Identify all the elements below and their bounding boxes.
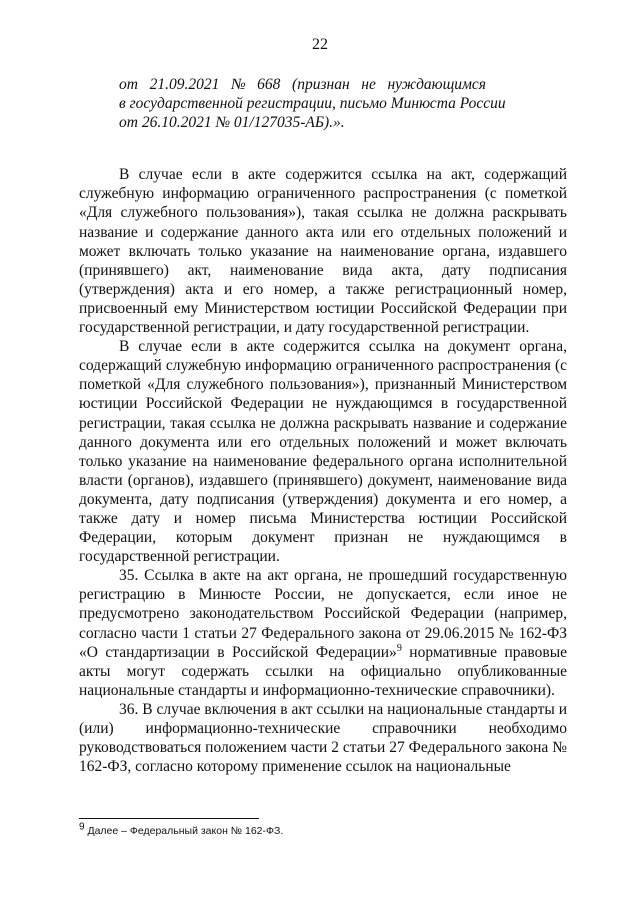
paragraph-35-text: 35. Ссылка в акте на акт органа, не прошедший государственную регистрацию в Минюсте России, не допускается, если иное не предусмотрено законодательством Российской Федерации (например, согласно части 1 статьи 27 Федерального закона от 29.06.2015 № 162-ФЗ «О стандартизации в Российской Федерации» (79, 567, 567, 661)
document-body (79, 75, 567, 776)
paragraph-dsp-act-reference: В случае если в акте содержится ссылка на акт, содержащий служебную информацию ограниченного распространения (с пометкой «Для служебного пользования»), такая ссылка не должна раскрывать название и содержание данного акта или его отдельных положений и может включать только указание на наименование органа, издавшего (принявшего) акт, наименование вида акта, дату подписания (утверждения) акта и его номер, а также регистрационный номер, присвоенный ему Министерством юстиции Российской Федерации при государственной регистрации, и дату государственной регистрации. (79, 166, 567, 337)
footnote-reference[interactable]: 9 (396, 642, 402, 654)
paragraph-36: 36. В случае включения в акт ссылки на национальные стандарты и (или) информационно-технические справочники необходимо руководствоваться положением части 2 статьи 27 Федерального закона № 162-ФЗ, согласно которому применение ссылок на национальные (79, 700, 567, 776)
footnote-number: 9 (79, 821, 85, 833)
footnote (79, 821, 567, 837)
footnote-divider (79, 818, 259, 819)
quote-line: в государственной регистрации, письмо Минюста России (119, 95, 506, 113)
quote-line: от 21.09.2021 № 668 (признан не нуждающимся (119, 76, 487, 93)
quoted-amendment (79, 75, 567, 132)
quote-line: от 26.10.2021 № 01/127035-АБ).». (119, 114, 345, 132)
paragraph-35-text-after: нормативные правовые акты могут содержать ссылки на официально опубликованные национальные стандарты и информационно-технические справочники). (79, 643, 567, 699)
paragraph-35 (79, 566, 567, 700)
page-number: 22 (312, 36, 328, 53)
footnote-text: Далее – Федеральный закон № 162-ФЗ. (84, 825, 284, 837)
paragraph-dsp-document-reference: В случае если в акте содержится ссылка на документ органа, содержащий служебную информацию ограниченного распространения (с пометкой «Для служебного пользования»), признанный Министерством юстиции Российской Федерации не нуждающимся в государственной регистрации, такая ссылка не должна раскрывать название и содержание данного документа или его отдельных положений и может включать только указание на наименование федерального органа исполнительной власти (органов), издавшего (принявшего) документ, наименование вида документа, дату подписания (утверждения) документа и его номер, а также дату и номер письма Министерства юстиции Российской Федерации, которым документ признан не нуждающимся в государственной регистрации. (79, 338, 567, 566)
